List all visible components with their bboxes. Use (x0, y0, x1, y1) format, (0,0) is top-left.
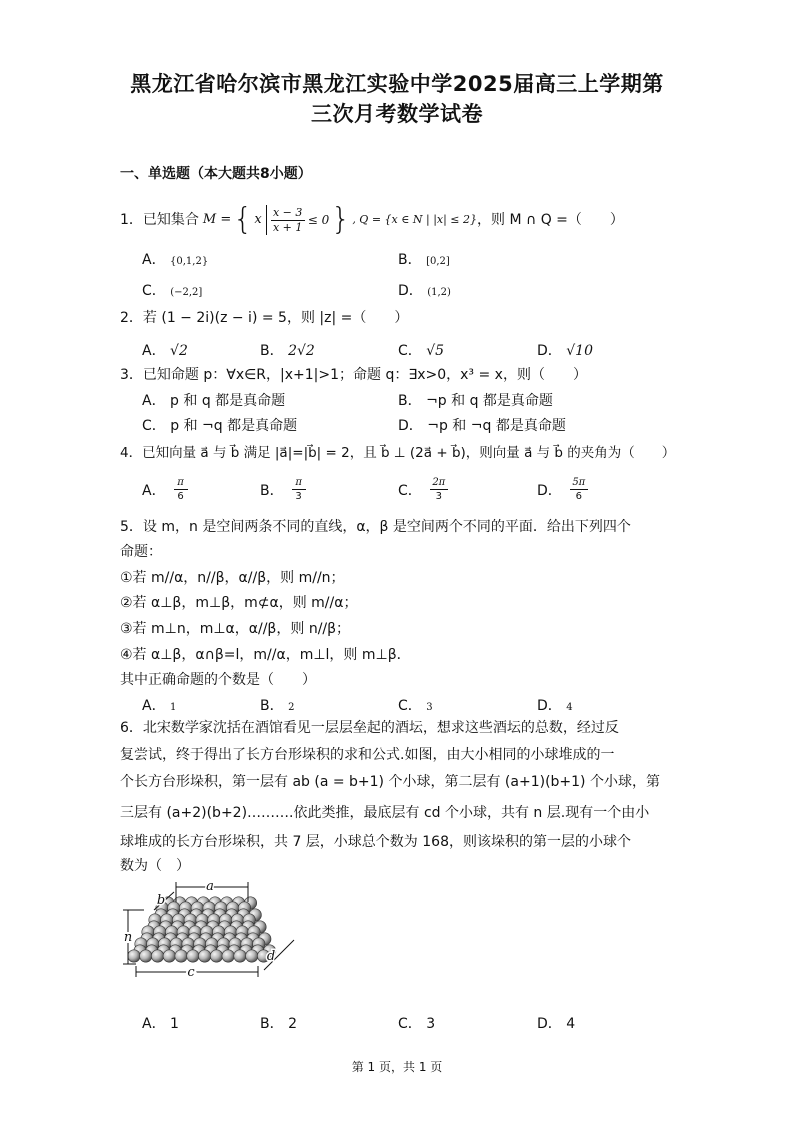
q4-option-d (537, 476, 588, 503)
q2-option-b (260, 340, 315, 360)
q5-item-4: ④若 α⊥β，α∩β=l，m//α，m⊥l，则 m⊥β． (120, 647, 411, 663)
q4-option-a (142, 476, 188, 503)
q1-cmp: ≤ 0 (307, 213, 330, 227)
question-1-stem (120, 202, 624, 237)
option-text: [0,2] (426, 256, 450, 267)
option-letter: C． (142, 283, 166, 299)
option-letter: D． (537, 482, 562, 499)
option-letter: A． (142, 1016, 166, 1032)
q1-fraction-numerator: x − 3 (272, 205, 303, 219)
option-text: √2 (170, 343, 188, 359)
q1-option-b (398, 249, 450, 269)
fraction-denominator: 3 (435, 491, 442, 502)
option-text: 2 (288, 702, 295, 713)
option-text: ¬p 和 q 都是真命题 (426, 393, 553, 409)
option-text: p 和 q 都是真命题 (170, 393, 286, 409)
q4-a-fraction (174, 476, 188, 503)
ball (246, 950, 258, 962)
option-letter: D． (398, 283, 423, 299)
option-letter: A． (142, 252, 166, 268)
option-letter: C． (142, 418, 166, 434)
option-text: (−2,2] (170, 287, 203, 298)
q1-suffix: ，则 M ∩ Q =（ ） (477, 212, 624, 228)
q6-option-a (142, 1013, 179, 1033)
option-letter: D． (537, 1016, 562, 1032)
option-letter: D． (537, 698, 562, 714)
q1-prefix: 1．已知集合 (120, 212, 199, 228)
q1-right-brace: } (331, 202, 351, 237)
q5-option-c (398, 695, 433, 715)
option-letter: B． (260, 482, 284, 499)
q1-fraction (271, 206, 305, 235)
ball (163, 950, 175, 962)
q1-option-d (398, 280, 451, 300)
option-letter: C． (398, 698, 422, 714)
option-text: 1 (170, 1016, 179, 1032)
section-heading: 一、单选题（本大题共8小题） (120, 166, 312, 182)
fraction-numerator: π (177, 477, 184, 488)
fraction-numerator: 2π (432, 477, 446, 488)
option-text: √5 (426, 343, 445, 359)
option-text: √10 (566, 343, 593, 359)
option-text: 4 (566, 1016, 576, 1032)
option-text: 4 (566, 702, 573, 713)
q6-option-d (537, 1013, 575, 1033)
q4-option-b (260, 476, 306, 503)
label-c: c (187, 965, 195, 978)
fraction-numerator: π (295, 477, 302, 488)
q3-option-c (142, 415, 297, 435)
fraction-denominator: 6 (177, 491, 184, 502)
fraction-numerator: 5π (572, 477, 586, 488)
question-2-stem: 2．若 (1 − 2i)(z − i) = 5，则 |z| =（ ） (120, 310, 409, 326)
question-5-stem-line-2: 命题： (120, 544, 162, 560)
q2-option-a (142, 340, 188, 360)
q4-b-fraction (292, 476, 306, 503)
option-letter: D． (398, 418, 423, 434)
option-letter: C． (398, 343, 422, 359)
option-text: 1 (170, 702, 177, 713)
question-6-line-1: 6．北宋数学家沈括在酒馆看见一层层垒起的酒坛，想求这些酒坛的总数，经过反 (120, 720, 619, 736)
option-text: 3 (426, 702, 433, 713)
ball-stack (128, 897, 276, 962)
question-6-line-2: 复尝试，终于得出了长方台形垛积的求和公式.如图，由大小相同的小球堆成的一 (120, 747, 615, 763)
label-d: d (266, 949, 276, 964)
q5-item-2: ②若 α⊥β，m⊥β，m⊄α，则 m//α； (120, 595, 358, 611)
page-title-line-2: 三次月考数学试卷 (311, 102, 483, 126)
option-text: 2 (288, 1016, 297, 1032)
option-text: ¬p 和 ¬q 都是真命题 (427, 418, 566, 434)
option-letter: A． (142, 343, 166, 359)
label-a: a (206, 879, 214, 894)
ball (175, 950, 187, 962)
page-title-line-1: 黑龙江省哈尔滨市黑龙江实验中学2025届高三上学期第 (130, 72, 664, 96)
label-b: b (156, 893, 166, 908)
q4-c-fraction (430, 476, 448, 503)
q3-option-b (398, 390, 553, 410)
q4-d-fraction (570, 476, 588, 503)
question-3-stem: 3．已知命题 p：∀x∈R，|x+1|>1；命题 q：∃x>0，x³ = x，则（ ） (120, 367, 587, 383)
q2-option-d (537, 340, 593, 360)
q3-option-a (142, 390, 285, 410)
question-6-line-6: 数为（ ） (120, 858, 190, 874)
q1-option-c (142, 280, 202, 300)
q1-q-set: , Q = {x ∈ N | |x| ≤ 2} (352, 213, 478, 226)
option-letter: A． (142, 482, 166, 499)
option-letter: C． (398, 482, 422, 499)
page-footer: 第 1 页，共 1 页 (351, 1060, 443, 1074)
option-letter: C． (398, 1016, 422, 1032)
option-letter: B． (260, 343, 284, 359)
q1-option-a (142, 249, 208, 269)
q1-set-divider (266, 205, 267, 235)
q5-ask: 其中正确命题的个数是（ ） (120, 672, 316, 688)
ball-pyramid-figure (118, 878, 308, 978)
option-text: 2√2 (288, 343, 315, 359)
fraction-denominator: 3 (295, 491, 302, 502)
ball (151, 950, 163, 962)
q5-item-1: ①若 m//α，n//β，α//β，则 m//n； (120, 570, 345, 586)
option-text: p 和 ¬q 都是真命题 (170, 418, 298, 434)
option-letter: B． (260, 698, 284, 714)
ball (199, 950, 211, 962)
q1-fraction-denominator: x + 1 (272, 220, 303, 234)
q2-option-c (398, 340, 444, 360)
label-n: n (123, 930, 133, 945)
q5-option-d (537, 695, 573, 715)
option-letter: A． (142, 698, 166, 714)
ball (210, 950, 222, 962)
q1-set-var: x (254, 212, 262, 227)
option-text: (1,2) (427, 287, 451, 298)
option-letter: D． (537, 343, 562, 359)
option-text: 3 (426, 1016, 436, 1032)
q6-option-b (260, 1013, 297, 1033)
question-6-line-4: 三层有 (a+2)(b+2)……….依此类推，最底层有 cd 个小球，共有 n 层.现有一个由小 (120, 805, 650, 821)
option-letter: A． (142, 393, 166, 409)
q3-option-d (398, 415, 566, 435)
ball (234, 950, 246, 962)
ball (128, 950, 140, 962)
q5-item-3: ③若 m⊥n，m⊥α，α//β，则 n//β； (120, 621, 351, 637)
q6-option-c (398, 1013, 435, 1033)
q5-option-a (142, 695, 176, 715)
fraction-denominator: 6 (575, 491, 582, 502)
ball (222, 950, 234, 962)
q1-left-brace: { (233, 202, 253, 237)
option-letter: B． (398, 393, 422, 409)
option-letter: B． (398, 252, 422, 268)
ball (187, 950, 199, 962)
question-6-line-5: 球堆成的长方台形垛积，共 7 层，小球总个数为 168，则该垛积的第一层的小球个 (120, 834, 631, 850)
question-5-stem-line-1: 5．设 m，n 是空间两条不同的直线，α，β 是空间两个不同的平面．给出下列四个 (120, 519, 631, 535)
q1-m-label: M = (202, 212, 232, 227)
ball (140, 950, 152, 962)
option-letter: B． (260, 1016, 284, 1032)
q4-option-c (398, 476, 448, 503)
option-text: {0,1,2} (170, 256, 209, 267)
question-6-line-3: 个长方台形垛积，第一层有 ab (a = b+1) 个小球，第二层有 (a+1)(b+1) 个小球，第 (120, 774, 660, 790)
q5-option-b (260, 695, 294, 715)
question-4-stem: 4．已知向量 a⃗ 与 b⃗ 满足 |a⃗|=|b⃗| = 2，且 b⃗ ⊥ (2a⃗ + b⃗)，则向量 a⃗ 与 b⃗ 的夹角为（ ） (120, 445, 676, 461)
